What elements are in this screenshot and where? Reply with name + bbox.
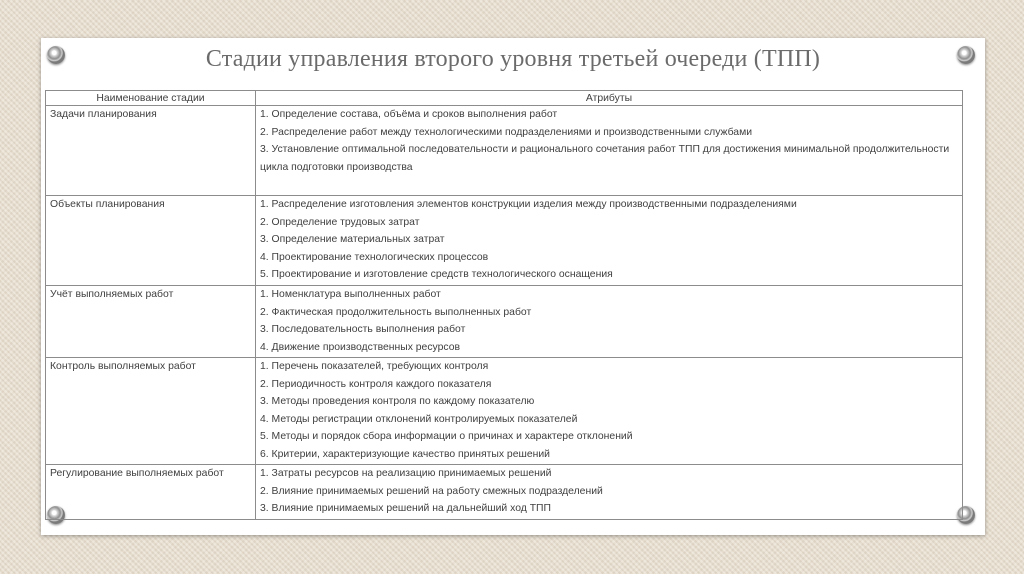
stage-name: Объекты планирования: [46, 196, 256, 286]
column-header-stage: Наименование стадии: [46, 91, 256, 106]
attribute-item: 5. Методы и порядок сбора информации о причинах и характере отклонений: [260, 431, 633, 443]
table-row: [46, 286, 963, 358]
attributes-cell: [256, 358, 963, 465]
attribute-item: 3. Установление оптимальной последовательности и рационального сочетания работ ТПП для достижения минимальной продолжительности цикла подготовки производства: [260, 144, 950, 173]
attribute-item: 3. Определение материальных затрат: [260, 234, 445, 246]
attribute-item: 5. Проектирование и изготовление средств технологического оснащения: [260, 269, 613, 281]
attribute-item: 4. Проектирование технологических процессов: [260, 251, 489, 263]
column-header-attributes: Атрибуты: [256, 91, 963, 106]
attribute-item: 3. Последовательность выполнения работ: [260, 324, 466, 336]
attributes-cell: [256, 286, 963, 358]
stage-name: Задачи планирования: [46, 106, 256, 196]
stage-name: Учёт выполняемых работ: [46, 286, 256, 358]
table-header-row: [46, 91, 963, 106]
stage-name: Регулирование выполняемых работ: [46, 465, 256, 520]
attribute-item: 6. Критерии, характеризующие качество принятых решений: [260, 448, 550, 460]
attribute-item: 4. Движение производственных ресурсов: [260, 341, 461, 353]
attribute-item: 2. Периодичность контроля каждого показателя: [260, 378, 492, 390]
slide-title: Стадии управления второго уровня третьей очереди (ТПП): [205, 46, 821, 72]
attribute-item: 3. Влияние принимаемых решений на дальнейший ход ТПП: [260, 503, 551, 515]
attribute-item: 4. Методы регистрации отклонений контролируемых показателей: [260, 413, 578, 425]
attribute-item: 2. Распределение работ между технологическими подразделениями и производственными службами: [260, 126, 753, 138]
attribute-item: 2. Определение трудовых затрат: [260, 216, 420, 228]
attribute-item: 1. Номенклатура выполненных работ: [260, 289, 441, 300]
table-row: [46, 465, 963, 520]
table-row: [46, 358, 963, 465]
stage-name: Контроль выполняемых работ: [46, 358, 256, 465]
stages-table: [45, 90, 963, 520]
table-row: [46, 106, 963, 196]
attribute-item: 1. Затраты ресурсов на реализацию принимаемых решений: [260, 468, 552, 479]
table-row: [46, 196, 963, 286]
attribute-item: 1. Определение состава, объёма и сроков выполнения работ: [260, 109, 558, 120]
attributes-cell: [256, 196, 963, 286]
attribute-item: 1. Перечень показателей, требующих контроля: [260, 361, 489, 372]
attribute-item: 2. Влияние принимаемых решений на работу смежных подразделений: [260, 485, 603, 497]
attribute-item: 2. Фактическая продолжительность выполненных работ: [260, 306, 532, 318]
attributes-cell: [256, 106, 963, 196]
attributes-cell: [256, 465, 963, 520]
attribute-item: 1. Распределение изготовления элементов конструкции изделия между производственными подразделениями: [260, 199, 797, 210]
attribute-item: 3. Методы проведения контроля по каждому показателю: [260, 396, 535, 408]
